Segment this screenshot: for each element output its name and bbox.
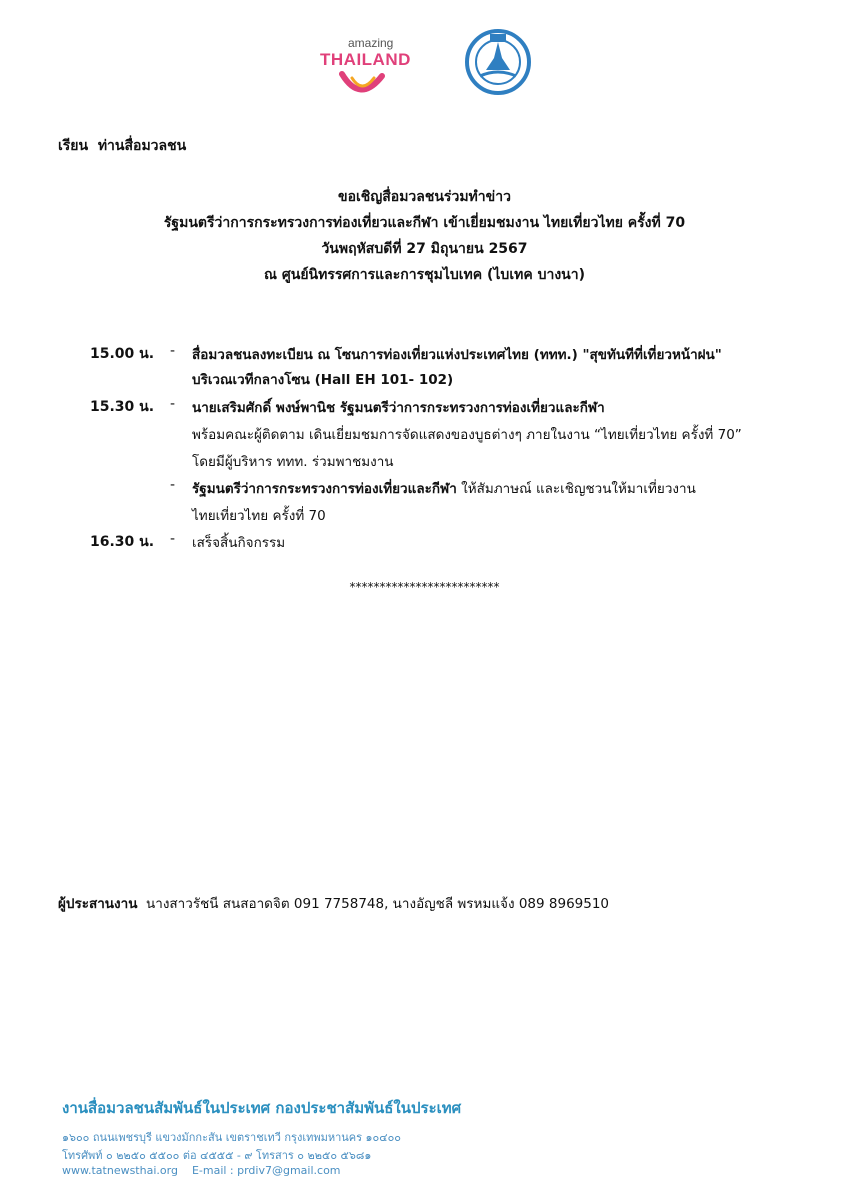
footer-contact xyxy=(62,1164,341,1177)
tat-seal-logo xyxy=(464,28,532,96)
schedule-dash-2: - xyxy=(170,396,176,412)
footer-title: งานสื่อมวลชนสัมพันธ์ในประเทศ กองประชาสัมพันธ์ในประเทศ xyxy=(62,1099,462,1117)
schedule-2-line-3: โดยมีผู้บริหาร ททท. ร่วมพาชมงาน xyxy=(192,454,394,470)
footer-web-link[interactable]: www.tatnewsthai.org xyxy=(62,1164,178,1177)
schedule-3-line-2: ไทยเที่ยวไทย ครั้งที่ 70 xyxy=(192,508,326,524)
schedule-dash-3: - xyxy=(170,477,176,493)
logo-amazing-text: amazing xyxy=(348,36,394,50)
schedule-3-line-1-bold: รัฐมนตรีว่าการกระทรวงการท่องเที่ยวและกีฬา xyxy=(192,481,457,497)
schedule-3-line-1 xyxy=(192,477,696,499)
title-line-3: วันพฤหัสบดีที่ 27 มิถุนายน 2567 xyxy=(321,241,528,257)
title-line-1: ขอเชิญสื่อมวลชนร่วมทำข่าว xyxy=(338,189,511,205)
schedule-2-line-2: พร้อมคณะผู้ติดตาม เดินเยี่ยมชมการจัดแสดงของบูธต่างๆ ภายในงาน “ไทยเที่ยวไทย ครั้งที่ 70” xyxy=(192,427,742,443)
coordinator-label: ผู้ประสานงาน xyxy=(58,896,138,912)
schedule-time-4: 16.30 น. xyxy=(90,534,155,550)
footer-email-link[interactable]: E-mail : prdiv7@gmail.com xyxy=(191,1164,341,1177)
schedule-time-1: 15.00 น. xyxy=(90,346,155,362)
greeting xyxy=(58,135,186,157)
footer-phone: โทรศัพท์ ๐ ๒๒๕๐ ๕๕๐๐ ต่อ ๔๕๕๕ - ๙ โทรสาร ๐ ๒๒๕๐ ๕๖๘๑ xyxy=(62,1149,372,1162)
coordinator-text: นางสาวรัชนี สนสอาดจิต 091 7758748, นางอัญชลี พรหมแจ้ง 089 8969510 xyxy=(146,896,610,912)
schedule-time-2: 15.30 น. xyxy=(90,399,155,415)
schedule-dash-1: - xyxy=(170,343,176,359)
schedule-1-line-2: บริเวณเวทีกลางโซน (Hall EH 101- 102) xyxy=(192,372,454,388)
coordinator xyxy=(58,892,609,914)
tat-seal-icon xyxy=(464,28,532,96)
greeting-label: เรียน xyxy=(58,138,89,154)
schedule-3-line-1-rest: ให้สัมภาษณ์ และเชิญชวนให้มาเที่ยวงาน xyxy=(456,481,696,497)
logo-thailand-text: THAILAND xyxy=(320,50,411,69)
schedule-1-line-1: สื่อมวลชนลงทะเบียน ณ โซนการท่องเที่ยวแห่งประเทศไทย (ททท.) "สุขทันทีที่เที่ยวหน้าฝน" xyxy=(192,347,722,363)
schedule-4-line-1: เสร็จสิ้นกิจกรรม xyxy=(192,535,286,551)
title-line-4: ณ ศูนย์นิทรรศการและการชุมไบเทค (ไบเทค บางนา) xyxy=(264,267,585,283)
separator-stars: ************************* xyxy=(349,580,500,594)
greeting-recipient: ท่านสื่อมวลชน xyxy=(97,138,187,154)
amazing-thailand-logo xyxy=(318,30,430,100)
title-line-2: รัฐมนตรีว่าการกระทรวงการท่องเที่ยวและกีฬา เข้าเยี่ยมชมงาน ไทยเที่ยวไทย ครั้งที่ 70 xyxy=(163,215,686,231)
logo-swoosh-icon xyxy=(338,70,388,100)
schedule-2-line-1: นายเสริมศักดิ์ พงษ์พานิช รัฐมนตรีว่าการกระทรวงการท่องเที่ยวและกีฬา xyxy=(192,400,605,416)
footer-address: ๑๖๐๐ ถนนเพชรบุรี แขวงมักกะสัน เขตราชเทวี กรุงเทพมหานคร ๑๐๔๐๐ xyxy=(62,1131,401,1144)
schedule-dash-4: - xyxy=(170,531,176,547)
